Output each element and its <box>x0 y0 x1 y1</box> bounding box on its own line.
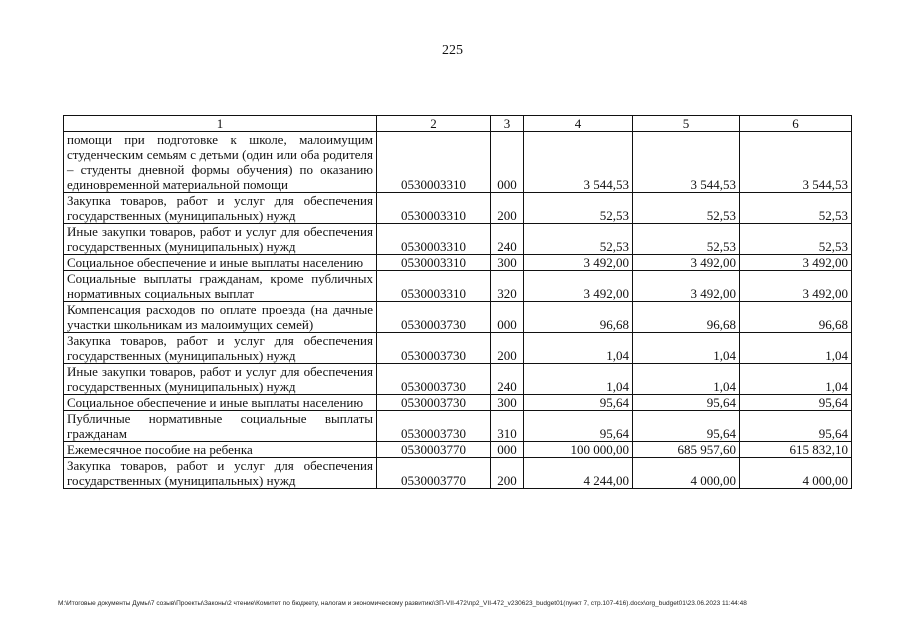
expense-type-code: 320 <box>491 271 524 302</box>
table-row <box>64 132 852 193</box>
target-article-code: 0530003730 <box>377 395 491 411</box>
row-description: Закупка товаров, работ и услуг для обеспечения государственных (муниципальных) нужд <box>64 333 377 364</box>
column-header: 5 <box>633 116 740 132</box>
amount-col-5: 685 957,60 <box>633 442 740 458</box>
column-header: 6 <box>740 116 852 132</box>
amount-col-6: 3 492,00 <box>740 271 852 302</box>
target-article-code: 0530003730 <box>377 333 491 364</box>
amount-col-5: 95,64 <box>633 411 740 442</box>
amount-col-4: 52,53 <box>524 224 633 255</box>
document-path-footer: M:\Итоговые документы Думы\7 созыв\Проекты\Законы\2 чтение\Комитет по бюджету, налогам и экономическому развитию\ЗП-VII-472\пр2_VII-472_v230623_budget01(пункт 7, стр.107-416).docx\org_budget01\23.06.2023 11:44:48 <box>58 600 747 607</box>
table-row <box>64 411 852 442</box>
page-number: 225 <box>442 43 463 58</box>
amount-col-4: 95,64 <box>524 395 633 411</box>
amount-col-5: 1,04 <box>633 364 740 395</box>
target-article-code: 0530003770 <box>377 442 491 458</box>
amount-col-5: 95,64 <box>633 395 740 411</box>
amount-col-6: 52,53 <box>740 193 852 224</box>
amount-col-5: 52,53 <box>633 193 740 224</box>
column-header: 3 <box>491 116 524 132</box>
amount-col-4: 95,64 <box>524 411 633 442</box>
target-article-code: 0530003770 <box>377 458 491 489</box>
row-description: Закупка товаров, работ и услуг для обеспечения государственных (муниципальных) нужд <box>64 458 377 489</box>
table-row <box>64 442 852 458</box>
expense-type-code: 200 <box>491 193 524 224</box>
target-article-code: 0530003310 <box>377 193 491 224</box>
amount-col-4: 1,04 <box>524 364 633 395</box>
column-header: 2 <box>377 116 491 132</box>
expense-type-code: 000 <box>491 302 524 333</box>
table-row <box>64 271 852 302</box>
row-description: помощи при подготовке к школе, малоимущим студенческим семьям с детьми (один или оба родителя – студенты дневной формы обучения) по оказанию единовременной материальной помощи <box>64 132 377 193</box>
expense-type-code: 300 <box>491 395 524 411</box>
amount-col-5: 52,53 <box>633 224 740 255</box>
amount-col-4: 100 000,00 <box>524 442 633 458</box>
amount-col-6: 1,04 <box>740 333 852 364</box>
row-description: Иные закупки товаров, работ и услуг для обеспечения государственных (муниципальных) нужд <box>64 364 377 395</box>
row-description: Компенсация расходов по оплате проезда (на дачные участки школьникам из малоимущих семей) <box>64 302 377 333</box>
amount-col-4: 1,04 <box>524 333 633 364</box>
table-row <box>64 224 852 255</box>
amount-col-6: 3 492,00 <box>740 255 852 271</box>
row-description: Социальное обеспечение и иные выплаты населению <box>64 255 377 271</box>
amount-col-6: 95,64 <box>740 395 852 411</box>
row-description: Социальные выплаты гражданам, кроме публичных нормативных социальных выплат <box>64 271 377 302</box>
row-description: Публичные нормативные социальные выплаты гражданам <box>64 411 377 442</box>
amount-col-5: 4 000,00 <box>633 458 740 489</box>
expense-type-code: 200 <box>491 458 524 489</box>
amount-col-5: 3 544,53 <box>633 132 740 193</box>
amount-col-6: 52,53 <box>740 224 852 255</box>
table-row <box>64 364 852 395</box>
table-row <box>64 302 852 333</box>
target-article-code: 0530003310 <box>377 132 491 193</box>
amount-col-5: 3 492,00 <box>633 255 740 271</box>
expense-type-code: 240 <box>491 364 524 395</box>
expense-type-code: 240 <box>491 224 524 255</box>
expense-type-code: 000 <box>491 132 524 193</box>
row-description: Иные закупки товаров, работ и услуг для обеспечения государственных (муниципальных) нужд <box>64 224 377 255</box>
amount-col-4: 52,53 <box>524 193 633 224</box>
amount-col-6: 1,04 <box>740 364 852 395</box>
amount-col-5: 1,04 <box>633 333 740 364</box>
row-description: Социальное обеспечение и иные выплаты населению <box>64 395 377 411</box>
amount-col-6: 95,64 <box>740 411 852 442</box>
expense-type-code: 000 <box>491 442 524 458</box>
table-header-row <box>64 116 852 132</box>
table-row <box>64 255 852 271</box>
expense-type-code: 300 <box>491 255 524 271</box>
table-row <box>64 458 852 489</box>
target-article-code: 0530003730 <box>377 364 491 395</box>
target-article-code: 0530003310 <box>377 271 491 302</box>
amount-col-4: 3 492,00 <box>524 255 633 271</box>
column-header: 1 <box>64 116 377 132</box>
row-description: Ежемесячное пособие на ребенка <box>64 442 377 458</box>
table-row <box>64 395 852 411</box>
table-row <box>64 333 852 364</box>
expense-type-code: 200 <box>491 333 524 364</box>
expense-type-code: 310 <box>491 411 524 442</box>
amount-col-4: 3 544,53 <box>524 132 633 193</box>
target-article-code: 0530003310 <box>377 255 491 271</box>
amount-col-5: 3 492,00 <box>633 271 740 302</box>
amount-col-6: 96,68 <box>740 302 852 333</box>
amount-col-4: 4 244,00 <box>524 458 633 489</box>
row-description: Закупка товаров, работ и услуг для обеспечения государственных (муниципальных) нужд <box>64 193 377 224</box>
target-article-code: 0530003730 <box>377 411 491 442</box>
amount-col-4: 3 492,00 <box>524 271 633 302</box>
amount-col-4: 96,68 <box>524 302 633 333</box>
amount-col-6: 3 544,53 <box>740 132 852 193</box>
target-article-code: 0530003730 <box>377 302 491 333</box>
target-article-code: 0530003310 <box>377 224 491 255</box>
amount-col-5: 96,68 <box>633 302 740 333</box>
amount-col-6: 4 000,00 <box>740 458 852 489</box>
budget-table <box>63 115 852 489</box>
amount-col-6: 615 832,10 <box>740 442 852 458</box>
column-header: 4 <box>524 116 633 132</box>
table-row <box>64 193 852 224</box>
